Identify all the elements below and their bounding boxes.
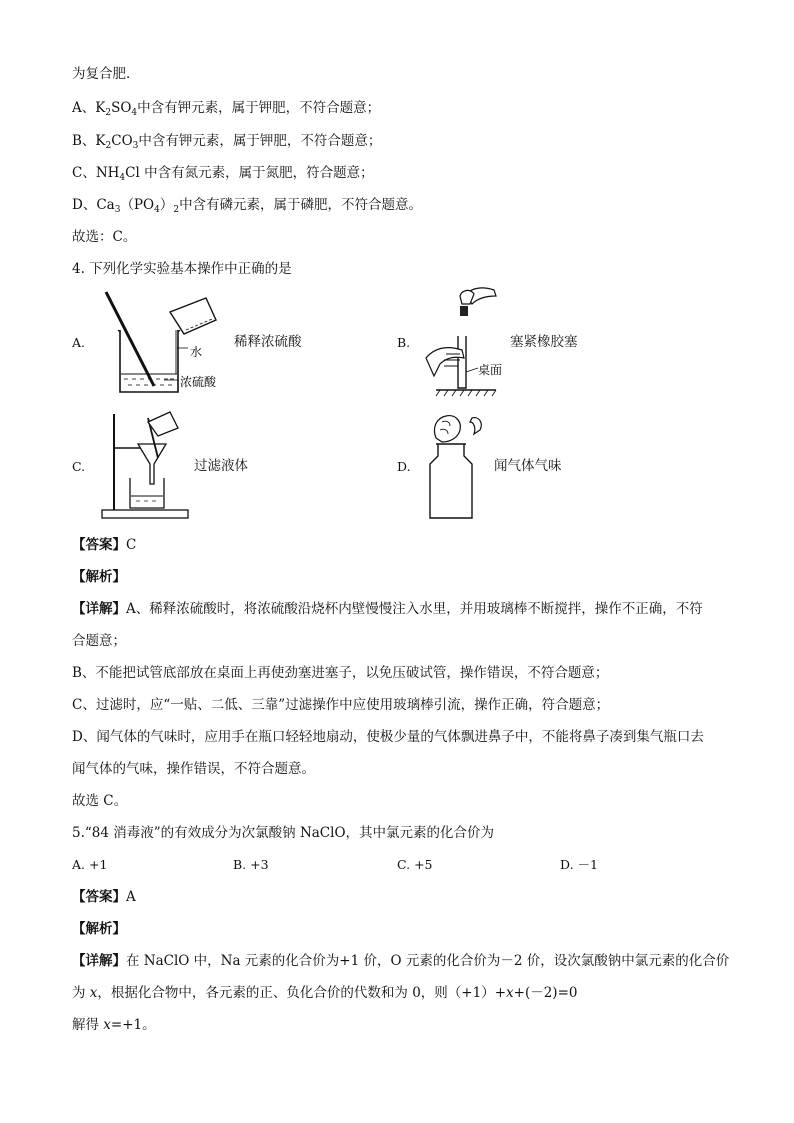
option-b: B. +3 bbox=[233, 857, 269, 872]
option-letter: B. bbox=[397, 335, 411, 350]
text-line: 解得 x=+1。 bbox=[72, 1017, 156, 1033]
option-c: C. +5 bbox=[397, 857, 433, 872]
figure-label-acid: 浓硫酸 bbox=[180, 375, 217, 389]
option-letter: A. bbox=[72, 335, 86, 350]
answer-line: 【答案】A bbox=[72, 889, 136, 905]
text-line: 闻气体的气味，操作错误，不符合题意。 bbox=[72, 761, 315, 777]
text-line: 合题意； bbox=[72, 633, 126, 649]
option-letter: C. bbox=[72, 459, 86, 474]
text-line: 故选：C。 bbox=[72, 229, 137, 245]
text-line: 故选 C。 bbox=[72, 793, 128, 809]
text-line: 【详解】A、稀释浓硫酸时，将浓硫酸沿烧杯内壁慢慢注入水里，并用玻璃棒不断搅拌，操作不正确，不符 bbox=[72, 601, 703, 617]
smell-gas-figure bbox=[420, 408, 500, 524]
text-line: B、$K_2CO_3$中含有钾元素，属于钾肥，不符合题意； bbox=[72, 133, 382, 151]
analysis-tag: 【解析】 bbox=[72, 921, 126, 937]
figure-label-table: 桌面 bbox=[478, 363, 503, 377]
text-line: D、$Ca_3(PO_4)_2$中含有磷元素，属于磷肥，不符合题意。 bbox=[72, 197, 423, 215]
text-line: C、$NH_4Cl$ 中含有氮元素，属于氮肥，符合题意； bbox=[72, 165, 374, 183]
text-line: A、$K_2SO_4$中含有钾元素，属于钾肥，不符合题意； bbox=[72, 100, 381, 118]
text-line: D、闻气体的气味时，应用手在瓶口轻轻地扇动，使极少量的气体飘进鼻子中，不能将鼻子凑到集气瓶口去 bbox=[72, 729, 704, 745]
dilute-sulfuric-acid-figure bbox=[98, 290, 238, 400]
question-stem: 4. 下列化学实验基本操作中正确的是 bbox=[72, 261, 292, 277]
text-line: C、过滤时，应“一贴、二低、三靠”过滤操作中应使用玻璃棒引流，操作正确，符合题意； bbox=[72, 697, 610, 713]
insert-stopper-figure bbox=[416, 284, 516, 406]
option-caption: 闻气体气味 bbox=[494, 458, 562, 474]
option-d: D. －1 bbox=[560, 857, 598, 872]
analysis-tag: 【解析】 bbox=[72, 569, 126, 585]
option-a: A. +1 bbox=[72, 857, 108, 872]
text-line: 为 x，根据化合物中，各元素的正、负化合价的代数和为 0，则（+1）+x+(－2)=0 bbox=[72, 985, 578, 1001]
option-caption: 过滤液体 bbox=[194, 458, 248, 474]
option-caption: 塞紧橡胶塞 bbox=[510, 334, 578, 350]
answer-line: 【答案】C bbox=[72, 537, 137, 553]
text-line: 为复合肥． bbox=[72, 66, 140, 82]
option-caption: 稀释浓硫酸 bbox=[234, 334, 302, 350]
question-stem: 5.“84 消毒液”的有效成分为次氯酸钠 NaClO，其中氯元素的化合价为 bbox=[72, 825, 495, 841]
figure-label-water: 水 bbox=[190, 345, 203, 359]
text-line: B、不能把试管底部放在桌面上再使劲塞进塞子，以免压破试管，操作错误，不符合题意； bbox=[72, 665, 609, 681]
option-letter: D. bbox=[397, 459, 411, 474]
filtration-figure bbox=[100, 408, 192, 520]
text-line: 【详解】在 NaClO 中，Na 元素的化合价为+1 价，O 元素的化合价为－2 价，设次氯酸钠中氯元素的化合价 bbox=[72, 953, 730, 969]
